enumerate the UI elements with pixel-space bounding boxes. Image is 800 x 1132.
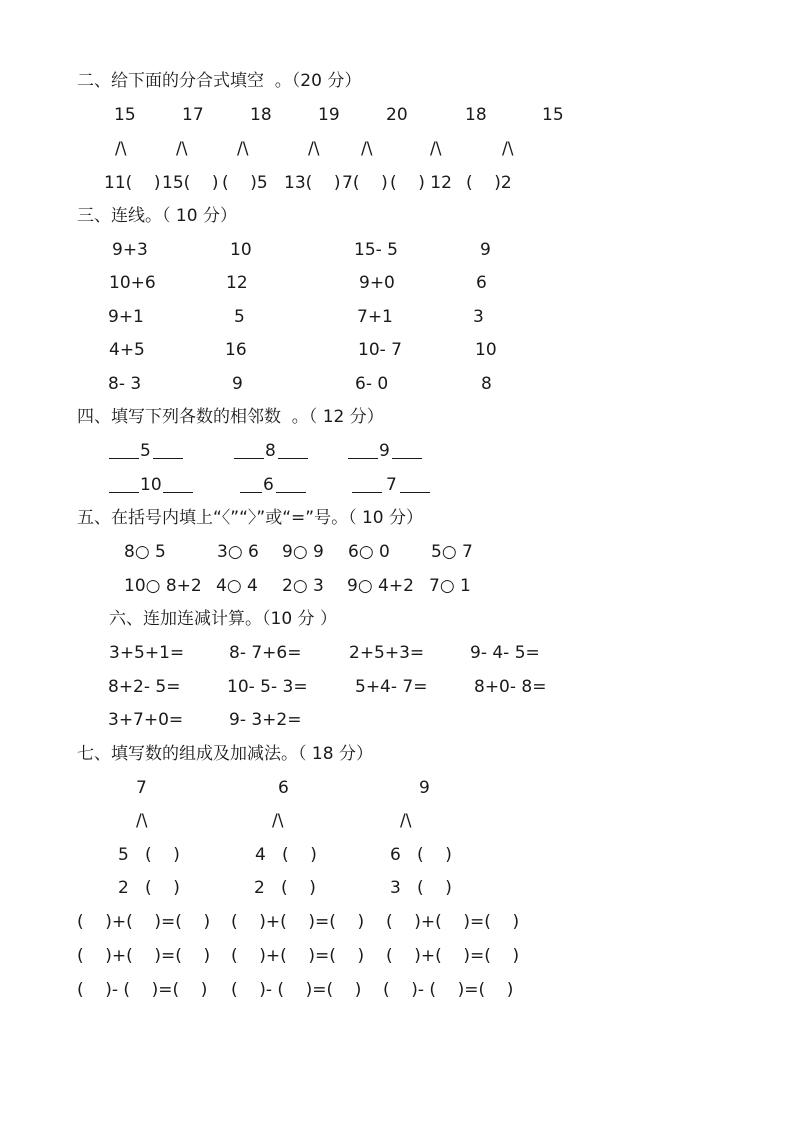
sec6-r2-c1: 8+2- 5= (108, 677, 181, 697)
sec2-bottom-3: ( )5 (222, 173, 268, 193)
sec5-r1-c5: 5○ 7 (431, 542, 473, 562)
sec2-top-5: 20 (386, 105, 408, 125)
sec3-r1-c4: 9 (480, 240, 491, 260)
sec3-r1-c1: 9+3 (112, 240, 148, 260)
sec2-branch-3: /\ (237, 139, 249, 159)
sec3-r3-c1: 9+1 (108, 307, 144, 327)
sec3-r2-c3: 9+0 (359, 273, 395, 293)
sec4-num-5: 6 (263, 475, 274, 495)
sec3-r4-c1: 4+5 (109, 340, 145, 360)
sec4-num-2: 8 (265, 441, 276, 461)
sec2-top-3: 18 (250, 105, 272, 125)
blank-line (109, 492, 139, 493)
sec7-r1-c3: 6 ( ) (390, 845, 452, 865)
sec2-bottom-6: ( ) 12 (390, 173, 452, 193)
sec3-r5-c3: 6- 0 (355, 374, 389, 394)
section-4-title: 四、填写下列各数的相邻数 。（ 12 分） (77, 407, 384, 427)
section-2-title: 二、给下面的分合式填空 。（20 分） (77, 71, 362, 91)
sec7-eq2-c2: ( )+( )=( ) (231, 946, 365, 966)
blank-line (276, 492, 306, 493)
sec7-r2-c1: 2 ( ) (118, 878, 180, 898)
sec2-branch-4: /\ (308, 139, 320, 159)
sec7-top-3: 9 (419, 778, 430, 798)
sec6-r1-c4: 9- 4- 5= (470, 643, 540, 663)
sec7-r2-c2: 2 ( ) (254, 878, 316, 898)
sec6-r2-c2: 10- 5- 3= (227, 677, 308, 697)
sec2-branch-7: /\ (502, 139, 514, 159)
sec5-r2-c5: 7○ 1 (429, 576, 471, 596)
sec3-r1-c3: 15- 5 (354, 240, 398, 260)
sec7-eq2-c3: ( )+( )=( ) (386, 946, 520, 966)
sec6-r2-c3: 5+4- 7= (355, 677, 428, 697)
sec2-bottom-5: 7( ) (342, 173, 388, 193)
blank-line (234, 458, 264, 459)
blank-line (352, 492, 382, 493)
sec2-branch-6: /\ (430, 139, 442, 159)
blank-line (392, 458, 422, 459)
section-6-title: 六、连加连减计算。（10 分 ） (109, 609, 337, 629)
sec3-r4-c2: 16 (225, 340, 247, 360)
sec7-r2-c3: 3 ( ) (390, 878, 452, 898)
section-5-title: 五、在括号内填上“〈”“〉”或“=”号。（ 10 分） (77, 508, 424, 528)
sec2-bottom-1: 11( ) (104, 173, 161, 193)
sec7-r1-c1: 5 ( ) (118, 845, 180, 865)
sec2-top-7: 15 (542, 105, 564, 125)
sec5-r1-c4: 6○ 0 (348, 542, 390, 562)
sec3-r2-c4: 6 (476, 273, 487, 293)
sec4-num-3: 9 (379, 441, 390, 461)
blank-line (109, 458, 139, 459)
sec2-bottom-4: 13( ) (284, 173, 341, 193)
sec7-branch-1: /\ (136, 811, 148, 831)
sec2-branch-5: /\ (361, 139, 373, 159)
sec3-r5-c1: 8- 3 (108, 374, 142, 394)
sec5-r1-c1: 8○ 5 (124, 542, 166, 562)
sec7-top-1: 7 (136, 778, 147, 798)
sec3-r5-c2: 9 (232, 374, 243, 394)
sec3-r2-c1: 10+6 (109, 273, 156, 293)
sec6-r3-c1: 3+7+0= (108, 710, 184, 730)
sec7-branch-3: /\ (400, 811, 412, 831)
sec3-r2-c2: 12 (226, 273, 248, 293)
sec7-eq1-c3: ( )+( )=( ) (386, 912, 520, 932)
sec7-r1-c2: 4 ( ) (255, 845, 317, 865)
sec6-r3-c2: 9- 3+2= (229, 710, 302, 730)
sec3-r4-c3: 10- 7 (358, 340, 402, 360)
sec3-r1-c2: 10 (230, 240, 252, 260)
sec4-num-1: 5 (140, 441, 151, 461)
sec3-r5-c4: 8 (481, 374, 492, 394)
sec2-bottom-7: ( )2 (466, 173, 512, 193)
sec5-r2-c1: 10○ 8+2 (124, 576, 202, 596)
blank-line (348, 458, 378, 459)
sec2-bottom-2: 15( ) (162, 173, 219, 193)
sec2-top-4: 19 (318, 105, 340, 125)
sec6-r1-c2: 8- 7+6= (229, 643, 302, 663)
sec4-num-4: 10 (140, 475, 162, 495)
sec2-branch-1: /\ (115, 139, 127, 159)
sec7-top-2: 6 (278, 778, 289, 798)
blank-line (153, 458, 183, 459)
sec4-num-6: 7 (386, 475, 397, 495)
sec2-top-2: 17 (182, 105, 204, 125)
section-7-title: 七、填写数的组成及加减法。（ 18 分） (77, 744, 373, 764)
sec3-r4-c4: 10 (475, 340, 497, 360)
sec2-top-1: 15 (114, 105, 136, 125)
blank-line (163, 492, 193, 493)
blank-line (278, 458, 308, 459)
sec7-eq1-c2: ( )+( )=( ) (231, 912, 365, 932)
sec7-eq3-c2: ( )- ( )=( ) (231, 980, 362, 1000)
sec5-r1-c2: 3○ 6 (217, 542, 259, 562)
sec3-r3-c3: 7+1 (357, 307, 393, 327)
sec7-branch-2: /\ (272, 811, 284, 831)
sec7-eq2-c1: ( )+( )=( ) (77, 946, 211, 966)
sec2-branch-2: /\ (176, 139, 188, 159)
blank-line (240, 492, 262, 493)
sec7-eq3-c1: ( )- ( )=( ) (77, 980, 208, 1000)
sec5-r2-c4: 9○ 4+2 (347, 576, 414, 596)
sec3-r3-c4: 3 (473, 307, 484, 327)
sec5-r2-c2: 4○ 4 (216, 576, 258, 596)
sec5-r1-c3: 9○ 9 (282, 542, 324, 562)
blank-line (400, 492, 430, 493)
sec6-r1-c1: 3+5+1= (109, 643, 185, 663)
section-3-title: 三、连线。（ 10 分） (77, 206, 237, 226)
sec6-r2-c4: 8+0- 8= (474, 677, 547, 697)
sec7-eq3-c3: ( )- ( )=( ) (383, 980, 514, 1000)
sec6-r1-c3: 2+5+3= (349, 643, 425, 663)
sec3-r3-c2: 5 (234, 307, 245, 327)
sec2-top-6: 18 (465, 105, 487, 125)
sec7-eq1-c1: ( )+( )=( ) (77, 912, 211, 932)
sec5-r2-c3: 2○ 3 (282, 576, 324, 596)
